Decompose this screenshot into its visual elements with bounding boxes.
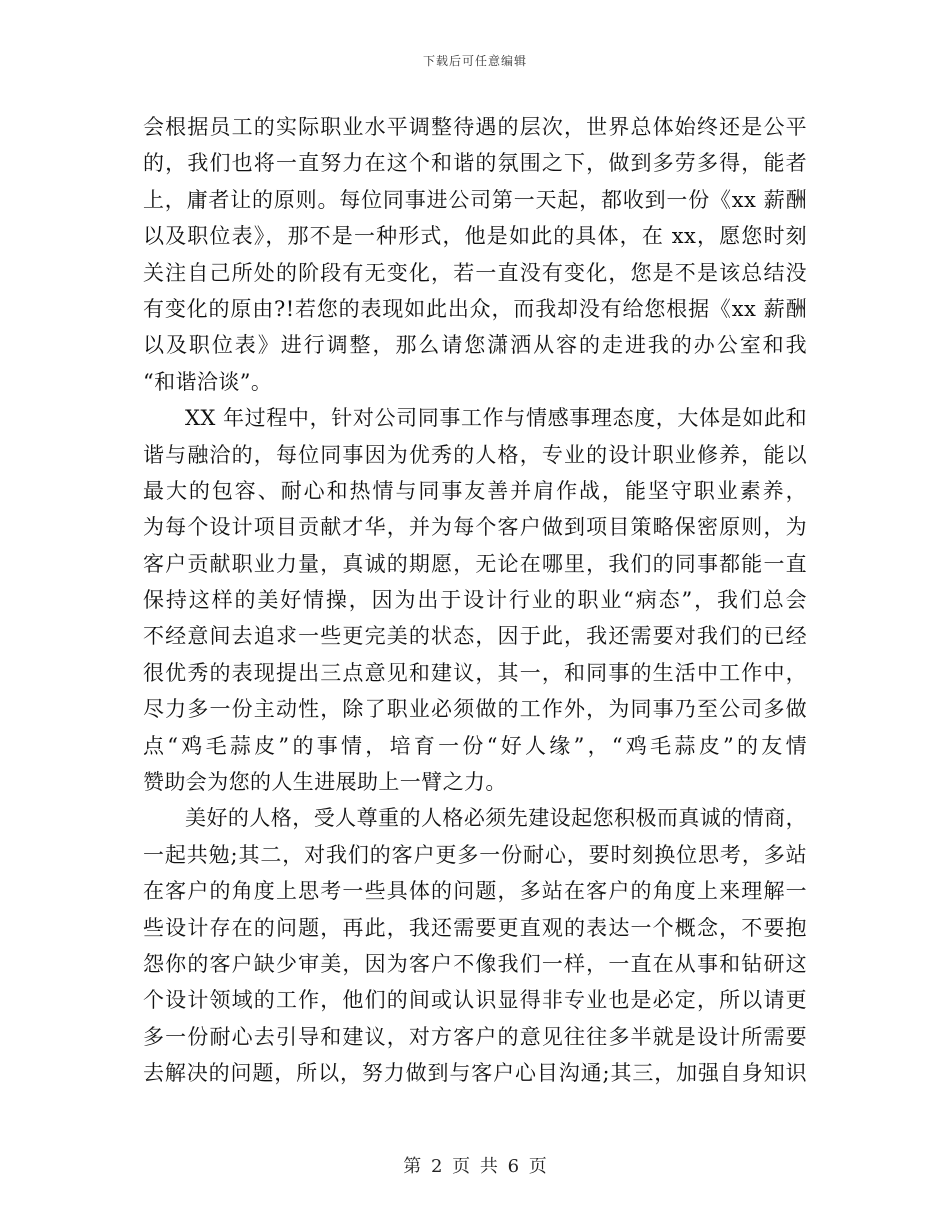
text-line: 去解决的问题，所以，努力做到与客户心目沟通;其三，加强自身知识	[143, 1061, 807, 1086]
text-line: 一起共勉;其二，对我们的客户更多一份耐心，要时刻换位思考，多站	[143, 842, 807, 867]
text-line: 尽力多一份主动性，除了职业必须做的工作外，为同事乃至公司多做	[143, 697, 807, 722]
text-line: 客户贡献职业力量，真诚的期愿，无论在哪里，我们的同事都能一直	[143, 551, 807, 576]
text-line: “和谐洽谈”。	[143, 369, 273, 394]
text-line: 以及职位表》，那不是一种形式，他是如此的具体，在 xx，愿您时刻	[143, 224, 807, 249]
text-line: 不经意间去追求一些更完美的状态，因于此，我还需要对我们的已经	[143, 624, 807, 649]
text-line: 些设计存在的问题，再此，我还需要更直观的表达一个概念，不要抱	[143, 915, 807, 940]
paragraph	[143, 400, 807, 800]
text-line: 谐与融洽的，每位同事因为优秀的人格，专业的设计职业修养，能以	[143, 442, 807, 467]
text-line: 最大的包容、耐心和热情与同事友善并肩作战，能坚守职业素养，	[143, 478, 807, 503]
document-body	[143, 109, 807, 1092]
text-line: 多一份耐心去引导和建议，对方客户的意见往往多半就是设计所需要	[143, 1024, 807, 1049]
text-line: 赞助会为您的人生进展助上一臂之力。	[143, 770, 507, 795]
text-line: 为每个设计项目贡献才华，并为每个客户做到项目策略保密原则，为	[143, 515, 807, 540]
text-line: 怨你的客户缺少审美，因为客户不像我们一样，一直在从事和钻研这	[143, 951, 807, 976]
text-line: XX 年过程中，针对公司同事工作与情感事理态度，大体是如此和	[185, 406, 807, 431]
text-line: 会根据员工的实际职业水平调整待遇的层次，世界总体始终还是公平	[143, 115, 807, 139]
text-line: 上，庸者让的原则。每位同事进公司第一天起，都收到一份《xx 薪酬	[143, 187, 807, 212]
text-line: 点“鸡毛蒜皮”的事情，培育一份“好人缘”，“鸡毛蒜皮”的友情	[143, 733, 807, 758]
text-line: 个设计领域的工作，他们的间或认识显得非专业也是必定，所以请更	[143, 988, 807, 1013]
text-line: 保持这样的美好情操，因为出于设计行业的职业“病态”，我们总会	[143, 588, 807, 613]
text-line: 很优秀的表现提出三点意见和建议，其一，和同事的生活中工作中，	[143, 660, 807, 685]
text-line: 的，我们也将一直努力在这个和谐的氛围之下，做到多劳多得，能者	[143, 151, 807, 176]
text-line: 以及职位表》进行调整，那么请您潇洒从容的走进我的办公室和我	[143, 333, 807, 358]
text-line: 关注自己所处的阶段有无变化，若一直没有变化，您是不是该总结没	[143, 260, 807, 285]
page-header: 下载后可任意编辑	[422, 54, 527, 68]
paragraph	[143, 800, 807, 1091]
text-line: 美好的人格，受人尊重的人格必须先建设起您积极而真诚的情商，	[185, 806, 807, 831]
text-line: 有变化的原由?!若您的表现如此出众，而我却没有给您根据《xx 薪酬	[143, 296, 807, 321]
text-line: 在客户的角度上思考一些具体的问题，多站在客户的角度上来理解一	[143, 879, 807, 904]
page-number-footer: 第 2 页 共 6 页	[403, 1156, 547, 1177]
paragraph	[143, 109, 807, 400]
